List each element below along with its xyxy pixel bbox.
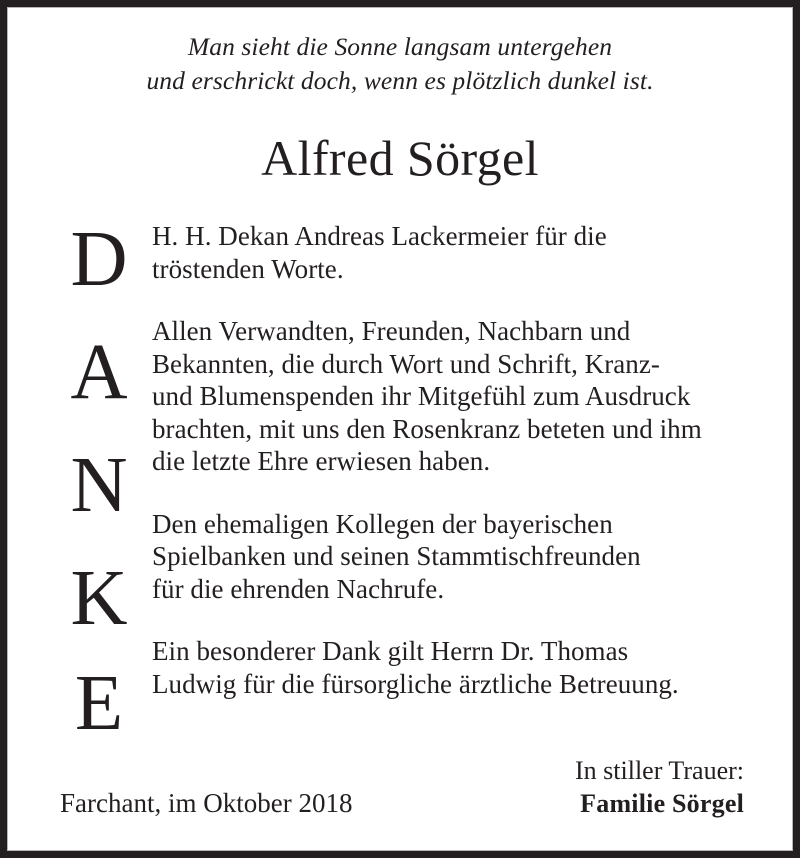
thanks-line: brachten, mit uns den Rosenkranz beteten und ihm [152,413,702,444]
acrostic-letter-e: E [74,660,124,747]
footer-place-date: Farchant, im Oktober 2018 [60,788,353,818]
epigraph-line-2: und erschrickt doch, wenn es plötzlich dunkel ist. [146,66,654,95]
epigraph-line-1: Man sieht die Sonne langsam untergehen [187,32,613,61]
deceased-name: Alfred Sörgel [261,130,539,186]
mourners-intro: In stiller Trauer: [575,756,744,785]
obituary-footer [8,752,792,828]
mourners-family-name: Familie Sörgel [580,789,744,818]
thanks-blocks [152,220,777,700]
acrostic-letter-n: N [70,442,128,529]
thanks-block-dekan [152,220,777,285]
thanks-line: tröstenden Worte. [152,253,344,284]
acrostic-letter-d: D [70,216,128,303]
thanks-line: Spielbanken und seinen Stammtischfreunden [152,541,641,571]
thanks-line: und Blumenspenden ihr Mitgefühl zum Ausdruck [152,381,691,411]
thanks-line: Ein besonderer Dank gilt Herrn Dr. Thomas [152,636,629,666]
thanks-line: die letzte Ehre erwiesen haben. [152,446,491,476]
thanks-line: Den ehemaligen Kollegen der bayerischen [152,508,613,539]
thanks-block-kollegen [152,508,777,606]
footer-mourners [575,754,744,820]
thanks-block-verwandte [152,315,777,478]
obituary-card-inner [7,7,793,851]
thanks-line: für die ehrenden Nachrufe. [152,573,445,604]
thanks-line: H. H. Dekan Andreas Lackermeier für die [152,221,607,251]
acrostic-letter-a: A [70,329,128,416]
thanks-line: Allen Verwandten, Freunden, Nachbarn und [152,316,631,346]
thanks-line: Ludwig für die fürsorgliche ärztliche Betreuung. [152,668,679,699]
thanks-line: Bekannten, die durch Wort und Schrift, Kranz- [152,348,660,379]
danke-acrostic-column [60,216,138,747]
thanks-block-arzt [152,635,777,700]
acrostic-letter-k: K [70,555,128,642]
epigraph [8,30,792,98]
